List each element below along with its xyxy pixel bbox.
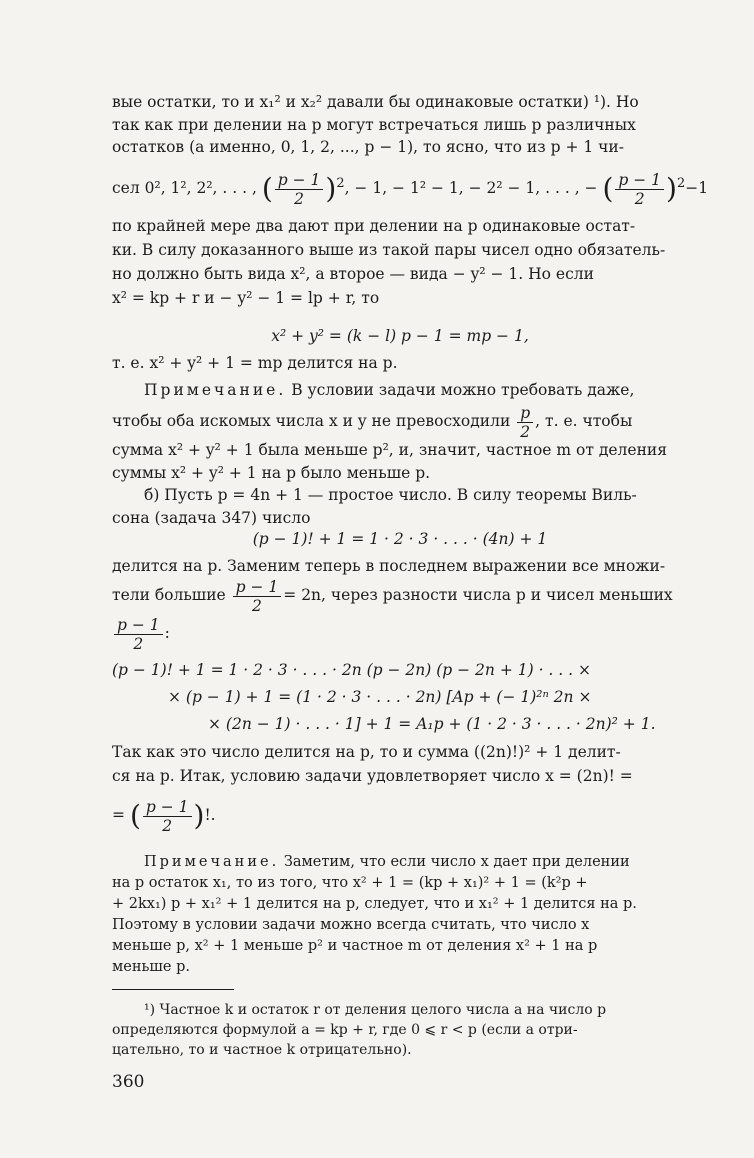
text-line: остатков (а именно, 0, 1, 2, ..., p − 1), то ясно, что из p + 1 чи- [112,138,624,156]
note-title: Примечание. [144,381,287,399]
equation-1-after: т. е. x² + y² + 1 = mp делится на p. [112,354,398,372]
footnote: ¹) Частное k и остаток r от деления целого числа a на число p определяются формулой a = kp + r, где 0 ⩽ r < p (если a отри- цательно, то и частное k отрицательно). [112,1002,607,1058]
seq-mid: , − 1, − 1² − 1, − 2² − 1, . . . , − [344,179,598,198]
footnote-divider [112,989,234,990]
part-b-2: делится на p. Заменим теперь в последнем выражении все множи- [112,557,666,575]
part-b: б) Пусть p = 4n + 1 — простое число. В силу теоремы Виль- сона (задача 347) число [112,486,637,527]
fraction: $\frac{p - 1}{2}$ [615,171,664,208]
seq-start: сел 0², 1², 2², . . . , [112,179,257,198]
paragraph-proof [112,214,688,310]
sequence-line: сел 0², 1², 2², . . . , ( $\frac{p - 1}{2}$ )$^2$, − 1, − 1² − 1, − 2² − 1, . . . , − ( $\frac{p - 1}{2}$ )$^2$−1 [112,170,709,208]
text-line: вые остатки, то и x₁² и x₂² давали бы одинаковые остатки) ¹). Но [112,93,639,111]
fraction: $\frac{p - 1}{2}$ [114,616,163,653]
fraction: $\frac{p - 1}{2}$ [143,798,192,835]
text-line: ки. В силу доказанного выше из такой пары чисел одно обязатель- [112,241,666,259]
page-number: 360 [112,1072,145,1092]
fraction: $\frac{p}{2}$ [517,404,533,441]
seq-end: −1 [685,179,709,198]
part-b-3: тели большие $\frac{p - 1}{2}$ = 2n, через разности числа p и чисел меньших [112,577,673,615]
text-line: по крайней мере два дают при делении на p одинаковые остат- [112,217,636,235]
fraction: $\frac{p - 1}{2}$ [275,171,324,208]
equation-2: (p − 1)! + 1 = 1 · 2 · 3 · . . . · (4n) + 1 [252,530,548,548]
equation-3: (p − 1)! + 1 = 1 · 2 · 3 · . . . · 2n (p − 2n) (p − 2n + 1) · . . . × × (p − 1) + 1 = (1 · 2 · 3 · . . . · 2n) [Ap + (− 1)²ⁿ 2n × × (2n − 1) · . . . · 1] + 1 = A₁p + (1 · 2 · 3 · . . . · 2n)² + 1. [112,661,656,733]
note-2: Примечание. Заметим, что если число x дает при делении на p остаток x₁, то из того, что x² + 1 = (kp + x₁)² + 1 = (k²p + + 2kx₁) p + x₁² + 1 делится на p, следует, что и x₁² + 1 делится на p. Поэтому в условии задачи можно всегда считать, что число x меньше p, x² + 1 меньше p² и частное m от деления x² + 1 на p меньше p. [112,854,637,975]
fraction: $\frac{p - 1}{2}$ [233,578,282,615]
part-b-4: $\frac{p - 1}{2}$ : [112,614,688,653]
text-line: x² = kp + r и − y² − 1 = lp + r, то [112,289,380,307]
note-1-rest: сумма x² + y² + 1 была меньше p², и, значит, частное m от деления суммы x² + y² + 1 на p было меньше p. [112,441,668,482]
note-1: Примечание. В условии задачи можно требовать даже, [144,381,635,399]
equation-1: x² + y² = (k − l) p − 1 = mp − 1, [271,327,529,345]
note-title: Примечание. [144,854,280,870]
paragraph-intro [112,91,688,159]
equation-4: = ( $\frac{p - 1}{2}$ )!. [112,797,216,835]
part-b-5: Так как это число делится на p, то и сумма ((2n)!)² + 1 делит- ся на p. Итак, условию задачи удовлетворяет число x = (2n)! = [112,743,633,785]
text-line: так как при делении на p могут встречаться лишь p различных [112,115,636,134]
text-line: но должно быть вида x², а второе — вида − y² − 1. Но если [112,265,594,283]
note-1-line-2: чтобы оба искомых числа x и y не превосходили $\frac{p}{2}$ , т. е. чтобы [112,403,633,441]
